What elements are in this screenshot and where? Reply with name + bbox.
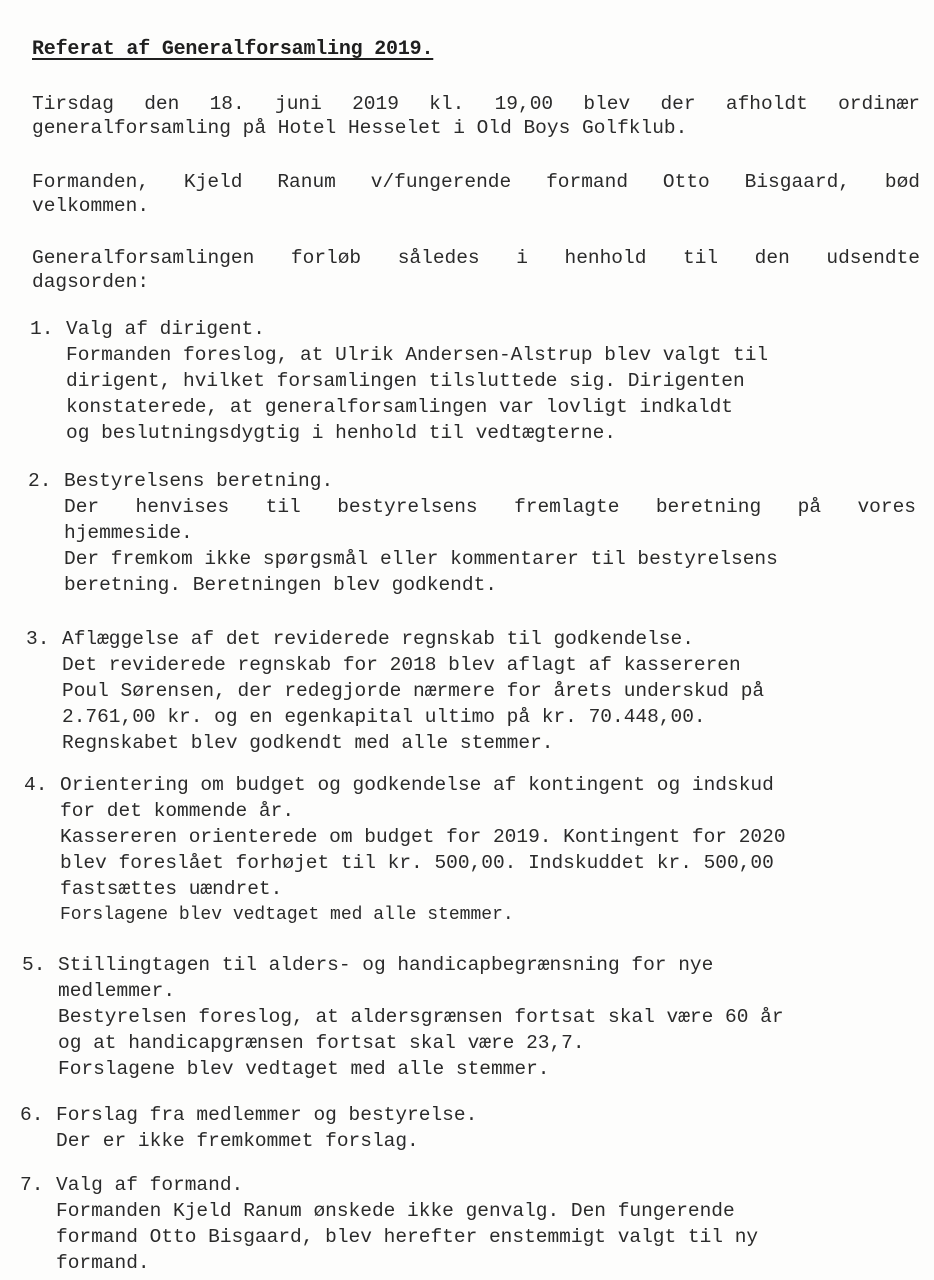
agenda-item-line: Formanden Kjeld Ranum ønskede ikke genvalg. Den fungerende <box>56 1200 735 1222</box>
agenda-item-number: 7. <box>20 1174 44 1196</box>
agenda-item-body <box>56 1128 890 1154</box>
agenda-item-line: dirigent, hvilket forsamlingen tilsluttede sig. Dirigenten <box>66 370 745 392</box>
intro-paragraph-agenda <box>32 246 920 294</box>
agenda-item-heading <box>20 1172 890 1198</box>
intro-paragraph-meeting <box>32 92 920 140</box>
agenda-item-body <box>60 798 894 928</box>
agenda-item-body <box>64 494 916 598</box>
agenda-item-number: 3. <box>26 628 50 650</box>
agenda-item-line: Der fremkom ikke spørgsmål eller kommentarer til bestyrelsens <box>64 548 778 570</box>
agenda-item-body <box>58 978 892 1082</box>
agenda-item-heading <box>30 316 900 342</box>
agenda-item-number: 5. <box>22 954 46 976</box>
agenda-item-line: konstaterede, at generalforsamlingen var lovligt indkaldt <box>66 396 734 418</box>
agenda-item-heading <box>24 772 894 798</box>
agenda-item-line: Der er ikke fremkommet forslag. <box>56 1130 419 1152</box>
document-title: Referat af Generalforsamling 2019. <box>32 38 434 61</box>
agenda-item-number: 1. <box>30 318 54 340</box>
intro-line: dagsorden: <box>32 271 150 293</box>
agenda-item-line: Forslagene blev vedtaget med alle stemmer. <box>58 1058 550 1080</box>
agenda-item-2 <box>28 468 916 598</box>
agenda-item-line: formand Otto Bisgaard, blev herefter enstemmigt valgt til ny <box>56 1226 759 1248</box>
agenda-item-3 <box>26 626 896 756</box>
agenda-item-5 <box>22 952 892 1082</box>
agenda-item-line: Bestyrelsen foreslog, at aldersgrænsen fortsat skal være 60 år <box>58 1006 784 1028</box>
agenda-item-line: hjemmeside. <box>64 522 193 544</box>
agenda-item-title: Stillingtagen til alders- og handicapbegrænsning for nye <box>58 954 714 976</box>
agenda-item-1 <box>30 316 900 446</box>
agenda-item-line: Regnskabet blev godkendt med alle stemmer. <box>62 732 554 754</box>
agenda-item-line: formand. <box>56 1252 150 1274</box>
agenda-item-line: medlemmer. <box>58 980 176 1002</box>
agenda-item-title: Aflæggelse af det reviderede regnskab til godkendelse. <box>62 628 694 650</box>
agenda-item-line: og beslutningsdygtig i henhold til vedtægterne. <box>66 422 616 444</box>
agenda-item-line: fastsættes uændret. <box>60 878 283 900</box>
agenda-item-heading <box>28 468 898 494</box>
intro-line: Tirsdag den 18. juni 2019 kl. 19,00 blev der afholdt ordinær <box>32 93 920 115</box>
agenda-item-title: Valg af dirigent. <box>66 318 265 340</box>
agenda-item-line: 2.761,00 kr. og en egenkapital ultimo på kr. 70.448,00. <box>62 706 706 728</box>
agenda-item-heading <box>26 626 896 652</box>
intro-line: generalforsamling på Hotel Hesselet i Old Boys Golfklub. <box>32 117 688 139</box>
agenda-item-line: Forslagene blev vedtaget med alle stemmer. <box>60 905 514 925</box>
agenda-item-number: 6. <box>20 1104 44 1126</box>
intro-line: Formanden, Kjeld Ranum v/fungerende formand Otto Bisgaard, bød <box>32 171 920 193</box>
agenda-item-line: beretning. Beretningen blev godkendt. <box>64 574 497 596</box>
agenda-item-body <box>56 1198 890 1276</box>
agenda-item-title: Valg af formand. <box>56 1174 244 1196</box>
agenda-item-line: Kassereren orienterede om budget for 2019. Kontingent for 2020 <box>60 826 786 848</box>
intro-paragraph-welcome <box>32 170 920 218</box>
agenda-item-number: 2. <box>28 470 52 492</box>
agenda-item-line: Poul Sørensen, der redegjorde nærmere for årets underskud på <box>62 680 765 702</box>
agenda-item-line: for det kommende år. <box>60 800 295 822</box>
intro-line: velkommen. <box>32 195 150 217</box>
agenda-item-line: Det reviderede regnskab for 2018 blev aflagt af kassereren <box>62 654 741 676</box>
agenda-item-body <box>62 652 896 756</box>
agenda-item-heading <box>22 952 892 978</box>
agenda-item-7 <box>20 1172 890 1276</box>
agenda-item-number: 4. <box>24 774 48 796</box>
agenda-item-line: Formanden foreslog, at Ulrik Andersen-Alstrup blev valgt til <box>66 344 769 366</box>
agenda-item-6 <box>20 1102 890 1154</box>
agenda-item-line: Der henvises til bestyrelsens fremlagte beretning på vores <box>64 496 916 518</box>
intro-line: Generalforsamlingen forløb således i henhold til den udsendte <box>32 247 920 269</box>
agenda-item-line: blev foreslået forhøjet til kr. 500,00. Indskuddet kr. 500,00 <box>60 852 774 874</box>
agenda-item-body <box>66 342 900 446</box>
agenda-item-title: Bestyrelsens beretning. <box>64 470 334 492</box>
agenda-item-heading <box>20 1102 890 1128</box>
agenda-item-title: Orientering om budget og godkendelse af kontingent og indskud <box>60 774 774 796</box>
agenda-item-title: Forslag fra medlemmer og bestyrelse. <box>56 1104 478 1126</box>
agenda-item-line: og at handicapgrænsen fortsat skal være 23,7. <box>58 1032 585 1054</box>
agenda-item-4 <box>24 772 894 928</box>
